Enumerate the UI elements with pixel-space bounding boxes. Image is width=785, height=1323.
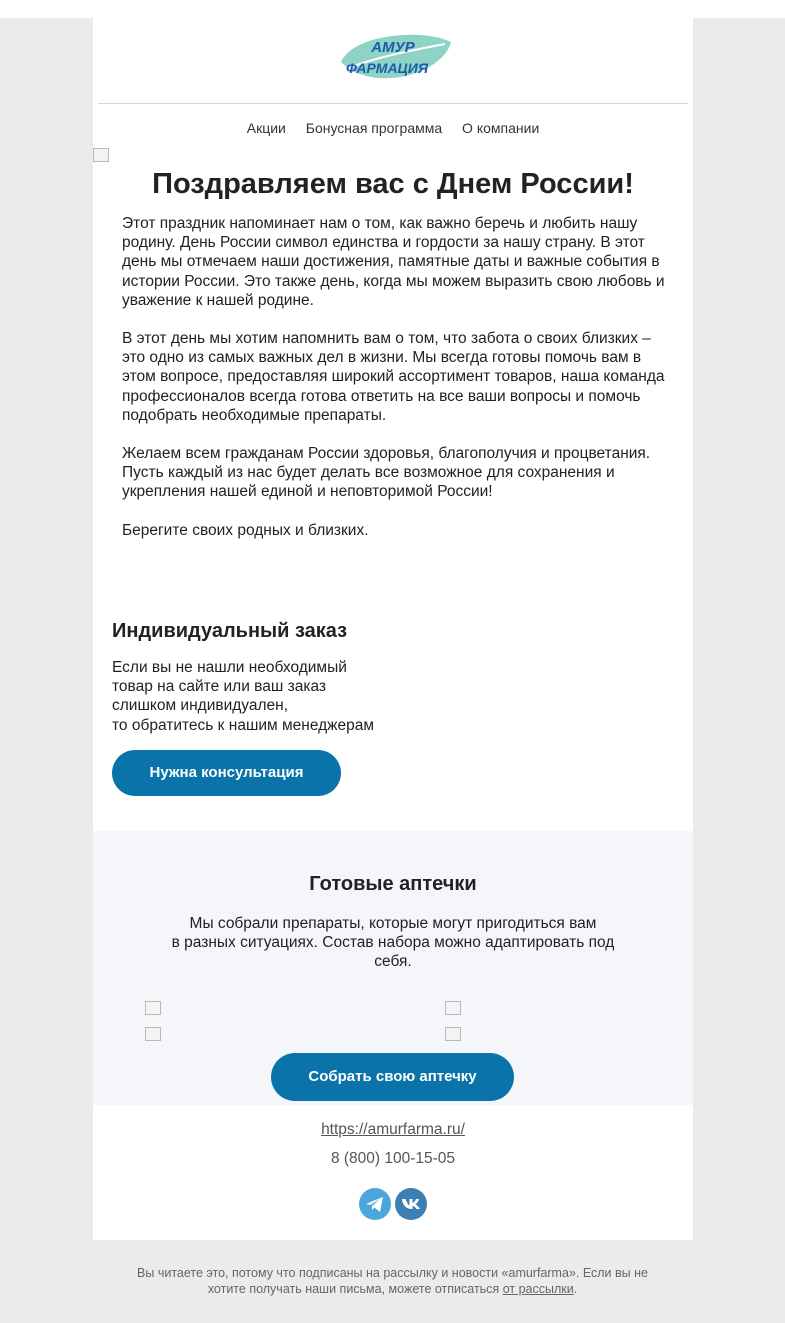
broken-banner-image xyxy=(93,148,109,164)
build-kit-button[interactable]: Собрать свою аптечку xyxy=(271,1053,514,1101)
greeting-paragraph: Берегите своих родных и близких. xyxy=(122,521,369,539)
greeting-body xyxy=(122,214,667,559)
kit-image[interactable] xyxy=(145,1001,161,1017)
kits-description xyxy=(153,914,633,972)
email-card xyxy=(93,18,693,1240)
phone-number[interactable]: 8 (800) 100-15-05 xyxy=(330,1150,456,1167)
individual-order-line: товар на сайте или ваш заказ xyxy=(112,678,327,696)
kit-image[interactable] xyxy=(145,1027,161,1043)
individual-order-line: слишком индивидуален, xyxy=(112,697,289,715)
greeting-paragraph: Желаем всем гражданам России здоровья, благополучия и процветания. Пусть каждый из нас будет делать все возможное для сохранения и укрепления нашей единой и неповторимой России! xyxy=(122,445,651,501)
kits-title: Готовые аптечки xyxy=(309,873,477,895)
ready-kits-section xyxy=(93,831,693,1105)
consultation-button[interactable]: Нужна консультация xyxy=(112,750,341,796)
greeting-paragraph: В этот день мы хотим напомнить вам о том, что забота о своих близких – это одно из самых важных дел в жизни. Мы всегда готовы помочь вам в этом вопросе, предоставляя широкий ассортимент товаров, наша команда профессионалов всегда готова ответить на все ваши вопросы и помочь подобрать необходимые препараты. xyxy=(122,330,665,424)
individual-order-line: Если вы не нашли необходимый xyxy=(112,659,347,676)
svg-text:ФАРМАЦИЯ: ФАРМАЦИЯ xyxy=(345,60,429,76)
top-strip xyxy=(0,0,785,18)
nav-item-promotions[interactable]: Акции xyxy=(246,120,286,136)
unsubscribe-link[interactable]: от рассылки xyxy=(502,1282,574,1296)
greeting-title: Поздравляем вас с Днем России! xyxy=(152,168,634,200)
individual-order-line: то обратитесь к нашим менеджерам xyxy=(112,716,375,734)
nav-item-bonus-program[interactable]: Бонусная программа xyxy=(305,120,443,136)
amur-pharmacy-logo[interactable] xyxy=(333,28,453,88)
individual-order-text xyxy=(112,658,412,735)
svg-text:АМУР: АМУР xyxy=(371,39,415,56)
footer-end: . xyxy=(573,1282,578,1296)
telegram-icon[interactable] xyxy=(359,1188,391,1220)
individual-order-title: Индивидуальный заказ xyxy=(112,620,348,642)
website-link[interactable]: https://amurfarma.ru/ xyxy=(321,1121,465,1138)
kits-description-line: Мы собрали препараты, которые могут пригодиться вам xyxy=(189,915,597,932)
social-links xyxy=(359,1188,429,1220)
greeting-paragraph: Этот праздник напоминает нам о том, как важно беречь и любить нашу родину. День России символ единства и гордости за нашу страну. В этот день мы отмечаем наши достижения, памятные даты и важные события в истории России. Это также день, когда мы можем выразить свою любовь и уважение к нашей родине. xyxy=(122,215,665,309)
top-nav xyxy=(93,120,693,136)
kit-image[interactable] xyxy=(445,1027,461,1043)
footer-note xyxy=(130,1265,655,1297)
kit-image[interactable] xyxy=(445,1001,461,1017)
nav-item-about[interactable]: О компании xyxy=(462,120,540,136)
header-divider xyxy=(98,103,688,104)
kits-description-line: в разных ситуациях. Состав набора можно адаптировать под себя. xyxy=(171,934,615,971)
footer-text: Вы читаете это, потому что подписаны на рассылку и новости «amurfarma». Если вы не хотите получать наши письма, можете отписаться xyxy=(137,1266,648,1296)
vk-icon[interactable] xyxy=(395,1188,427,1220)
